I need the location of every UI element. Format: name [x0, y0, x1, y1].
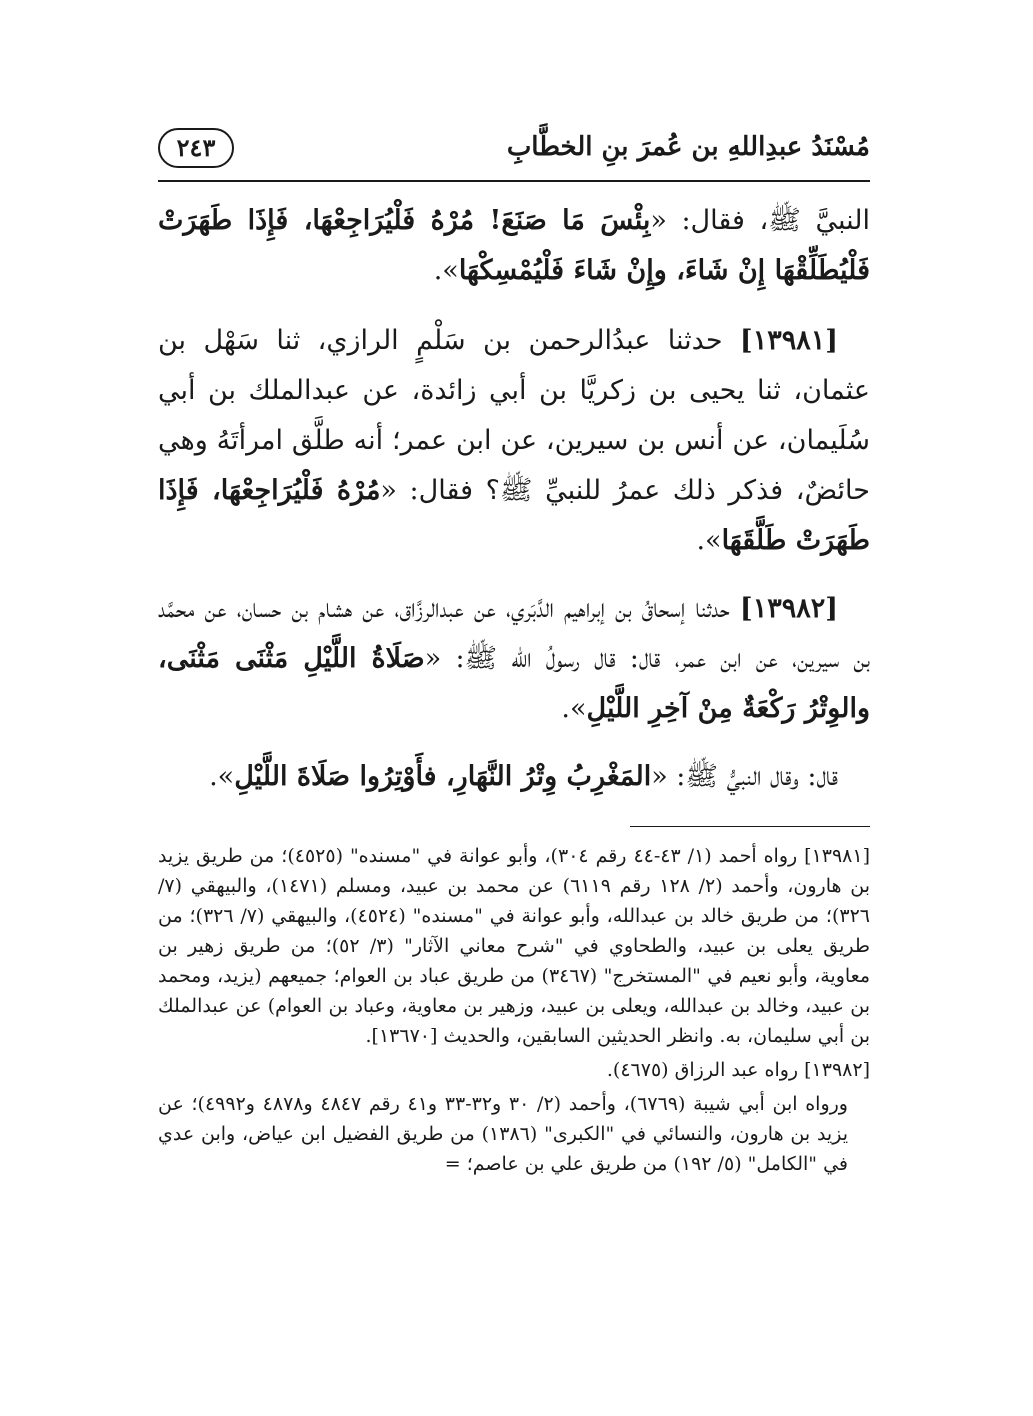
hadith-quote: صَلَاةُ اللَّيْلِ مَثْنَى مَثْنَى، والوِتْرُ رَكْعَةٌ مِنْ آخِرِ اللَّيْلِ: [158, 643, 870, 724]
hadith-quote: المَغْرِبُ وِتْرُ النَّهَارِ، فأَوْتِرُوا صَلَاةَ اللَّيْلِ: [234, 761, 652, 792]
footnotes: [158, 841, 870, 1179]
page-number-badge: ٢٤٣: [158, 128, 234, 168]
footnote-text: ورواه ابن أبي شيبة (٦٧٦٩)، وأحمد (٢/ ٣٠ و٣٢-٣٣ و٤١ رقم ٤٨٤٧ و٤٨٧٨ و٤٩٩٢)؛ عن يزيد بن هارون، والنسائي في "الكبرى" (١٣٨٦) من طريق الفضيل ابن عياض، وابن عدي في "الكامل" (٥/ ١٩٢) من طريق علي بن عاصم؛ =: [158, 1093, 848, 1175]
footnote-13982: [158, 1055, 870, 1085]
text-run: ».: [209, 761, 235, 792]
footnote-text: رواه أحمد (١/ ٤٣-٤٤ رقم ٣٠٤)، وأبو عوانة في "مسنده" (٤٥٢٥)؛ من طريق يزيد بن هارون، وأحمد (٢/ ١٢٨ رقم ٦١١٩) عن محمد بن عبيد، ومسلم (١٤٧١)، والبيهقي (٧/ ٣٢٦)؛ من طريق خالد بن عبدالله، وأبو عوانة في "مسنده" (٤٥٢٤)، والبيهقي (٧/ ٣٢٦)؛ من طريق يعلى بن عبيد، والطحاوي في "شرح معاني الآثار" (٣/ ٥٢)؛ من طريق زهير بن معاوية، وأبو نعيم في "المستخرج" (٣٤٦٧) من طريق عباد بن العوام؛ جميعهم (يزيد، ومحمد بن عبيد، وخالد بن عبدالله، ويعلى بن عبيد، وزهير بن معاوية، وعباد بن العوام) عن عبدالملك بن أبي سليمان، به. وانظر الحديثين السابقين، والحديث [١٣٦٧٠].: [158, 845, 870, 1047]
hadith-13982-addition: [158, 752, 870, 802]
running-title: مُسْنَدُ عبدِاللهِ بن عُمرَ بنِ الخطَّابِ: [506, 132, 870, 162]
footnote-13982-continued: [158, 1089, 870, 1179]
isnad-text: حدثنا إسحاقُ بن إبراهيم الدَّبَري، عن عبدالرزَّاق، عن هشام بن حسان، عن محمَّد بن سيرين، عن ابن عمر، قال: قال رسولُ الله ﷺ: «: [158, 593, 871, 674]
main-text: [158, 196, 870, 802]
document-page: [158, 118, 870, 1183]
hadith-quote: بِئْسَ مَا صَنَعَ! مُرْهُ فَلْيُرَاجِعْهَا، فَإِذَا طَهَرَتْ فَلْيُطَلِّقْهَا إِنْ شَاءَ، وإِنْ شَاءَ فَلْيُمْسِكْهَا: [158, 205, 870, 286]
footnote-13981: [158, 841, 870, 1051]
text-run: ».: [433, 255, 459, 286]
text-run: ».: [696, 525, 722, 556]
hadith-13982: [158, 584, 870, 734]
text-run: قال: وقال النبيُّ ﷺ: «: [651, 761, 838, 792]
page-header: [158, 118, 870, 182]
text-run: النبيَّ ﷺ، فقال: «: [650, 205, 870, 236]
paragraph-continuation: [158, 196, 870, 296]
footnote-number: [١٣٩٨٢]: [804, 1059, 870, 1081]
text-run: ».: [561, 693, 587, 724]
hadith-quote: مُرْهُ فَلْيُرَاجِعْهَا، فَإِذَا طَهَرَتْ طَلَّقَهَا: [158, 475, 870, 556]
hadith-13981: [158, 316, 870, 566]
isnad-text: حدثنا عبدُالرحمن بن سَلْمٍ الرازي، ثنا سَهْل بن عثمان، ثنا يحيى بن زكريَّا بن أبي زائدة، عن عبدالملك بن أبي سُلَيمان، عن أنس بن سيرين، عن ابن عمر؛ أنه طلَّق امرأتَهُ وهي حائضٌ، فذكر ذلك عمرُ للنبيِّ ﷺ؟ فقال: «: [158, 325, 870, 506]
hadith-number: [١٣٩٨٢]: [739, 593, 838, 624]
hadith-number: [١٣٩٨١]: [739, 325, 838, 356]
footnote-number: [١٣٩٨١]: [804, 845, 871, 867]
footnote-text: رواه عبد الرزاق (٤٦٧٥).: [606, 1059, 805, 1081]
footnote-divider: [630, 826, 870, 827]
